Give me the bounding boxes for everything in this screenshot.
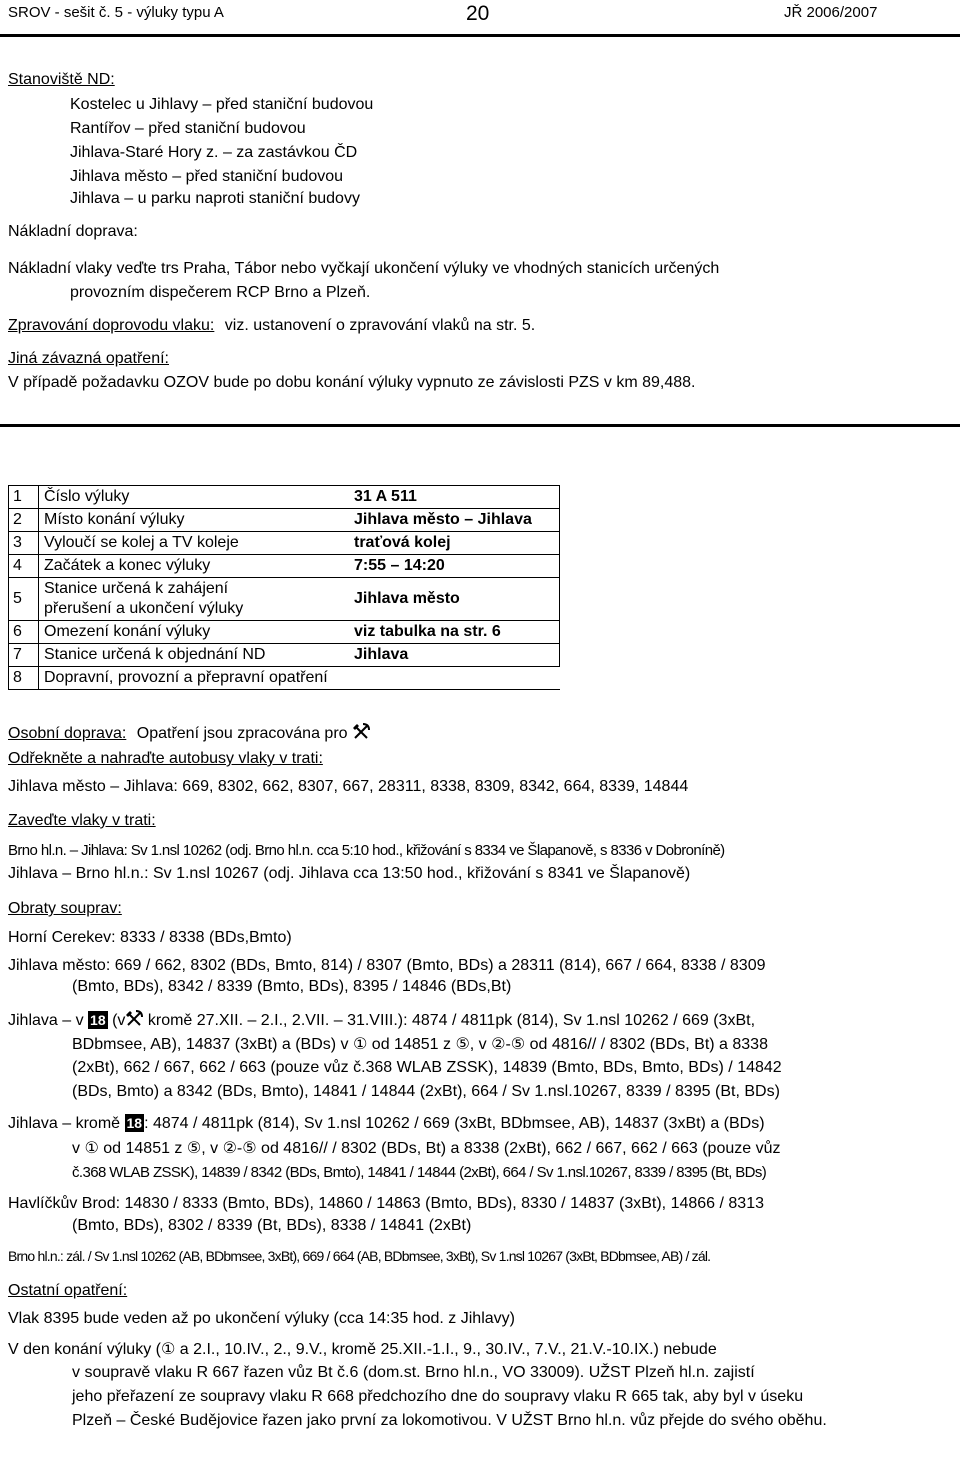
ostatni-line: v soupravě vlaku R 667 řazen vůz Bt č.6 (dom.st. Brno hl.n., VO 33009). UŽST Plzeň hl.n. zajistí xyxy=(72,1364,755,1381)
row-number: 4 xyxy=(9,555,39,578)
text-fragment: , v xyxy=(469,1036,487,1053)
text-fragment: Jihlava – kromě xyxy=(8,1115,121,1132)
header-left: SROV - sešit č. 5 - výluky typu A xyxy=(8,4,224,21)
obraty-line: Brno hl.n.: zál. / Sv 1.nsl 10262 (AB, BDbmsee, 3xBt), 669 / 664 (AB, BDbmsee, 3xBt), Sv 1.nsl 10267 (3xBt, BDbmsee, AB) / zál. xyxy=(8,1248,711,1264)
text-fragment: , v xyxy=(201,1140,219,1157)
osobni-text: Opatření jsou zpracována pro xyxy=(136,725,348,742)
row-value: Jihlava město xyxy=(349,578,560,621)
obraty-label: Obraty souprav: xyxy=(8,900,122,917)
circled-number: ① xyxy=(160,1339,176,1358)
page-header xyxy=(0,0,960,40)
row-label: Vyloučí se kolej a TV koleje xyxy=(39,532,350,555)
ostatni-line: Plzeň – České Budějovice řazen jako první za lokomotivou. V UŽST Brno hl.n. vůz přejde do svého oběhu. xyxy=(72,1412,827,1429)
circled-number: ⑤ xyxy=(242,1138,257,1157)
circled-number: ① xyxy=(353,1034,368,1053)
table-row xyxy=(9,621,560,644)
row-number: 5 xyxy=(9,578,39,621)
obraty-line: (BDs, Bmto) a 8342 (BDs, Bmto), 14841 / 14844 (2xBt), 664 / Sv 1.nsl.10267, 8339 / 8395 (Bt, BDs) xyxy=(72,1083,780,1100)
text-fragment: kromě 27.XII. – 2.I., 2.VII. – 31.VIII.): 4874 / 4811pk (814), Sv 1.nsl 10262 / 669 (3xBt, xyxy=(147,1012,756,1029)
table-row xyxy=(9,555,560,578)
table-row xyxy=(9,644,560,667)
row-label: Omezení konání výluky xyxy=(39,621,350,644)
circled-number: ② xyxy=(491,1034,506,1053)
obraty-line: Havlíčkův Brod: 14830 / 8333 (Bmto, BDs), 14860 / 14863 (Bmto, BDs), 8330 / 14837 (3xBt), 14866 / 8313 xyxy=(8,1195,764,1212)
row-number: 3 xyxy=(9,532,39,555)
row-number: 7 xyxy=(9,644,39,667)
obraty-line: BDbmsee, AB), 14837 (3xBt) a (BDs) v ① od 14851 z ⑤, v ②-⑤ od 4816// / 8302 (BDs, Bt) a 8338 xyxy=(72,1034,768,1053)
zpravovani-text: viz. ustanovení o zpravování vlaků na str. 5. xyxy=(224,317,536,334)
row-value: Jihlava xyxy=(349,644,560,667)
text-fragment: Jihlava – v xyxy=(8,1012,84,1029)
zavedte-label: Zaveďte vlaky v trati: xyxy=(8,812,156,829)
stanoviste-item: Jihlava-Staré Hory z. – za zastávkou ČD xyxy=(70,144,358,161)
text-fragment: od 4816// / 8302 (BDs, Bt) a 8338 xyxy=(529,1036,768,1053)
table-row xyxy=(9,486,560,509)
obraty-line: (Bmto, BDs), 8342 / 8339 (Bmto, BDs), 8395 / 14846 (BDs,Bt) xyxy=(72,978,512,995)
jina-label: Jiná závazná opatření: xyxy=(8,350,169,367)
circled-number: ① xyxy=(84,1138,99,1157)
zavedte-line: Jihlava – Brno hl.n.: Sv 1.nsl 10267 (odj. Jihlava cca 13:50 hod., křižování s 8341 ve Šlapanově) xyxy=(8,865,691,882)
zpravovani-label: Zpravování doprovodu vlaku: xyxy=(8,317,215,334)
obraty-line xyxy=(8,1114,765,1133)
day-badge: 18 xyxy=(126,1115,143,1131)
stanoviste-item: Rantířov – před staniční budovou xyxy=(70,120,306,137)
row-label xyxy=(39,578,350,621)
text-fragment: (v xyxy=(112,1012,126,1029)
pickaxe-hammer-icon xyxy=(352,723,370,741)
text-fragment: od 14851 z xyxy=(371,1036,451,1053)
row-number: 1 xyxy=(9,486,39,509)
stanoviste-item: Jihlava město – před staniční budovou xyxy=(70,168,344,185)
odreknete-label: Odřekněte a nahraďte autobusy vlaky v trati: xyxy=(8,750,323,767)
ostatni-line xyxy=(8,1339,717,1359)
zavedte-line: Brno hl.n. – Jihlava: Sv 1.nsl 10262 (odj. Brno hl.n. cca 5:10 hod., křižování s 8334 ve Šlapanově, s 8336 v Dobroníně) xyxy=(8,842,725,859)
text-fragment: V den konání výluky ( xyxy=(8,1341,161,1358)
ostatni-label: Ostatní opatření: xyxy=(8,1282,128,1299)
ostatni-line: Vlak 8395 bude veden až po ukončení výluky (cca 14:35 hod. z Jihlavy) xyxy=(8,1310,515,1327)
circled-number: ⑤ xyxy=(186,1138,202,1157)
nakladni-text: Nákladní vlaky veďte trs Praha, Tábor nebo vyčkají ukončení výluky ve vhodných stanicích určených xyxy=(8,260,720,277)
row-number: 2 xyxy=(9,509,39,532)
circled-number: ⑤ xyxy=(510,1034,526,1053)
table-row xyxy=(9,532,560,555)
jina-text: V případě požadavku OZOV bude po dobu konání výluky vypnuto ze závislosti PZS v km 89,488. xyxy=(8,374,696,391)
row-label: Číslo výluky xyxy=(39,486,350,509)
row-value: traťová kolej xyxy=(349,532,560,555)
text-fragment: BDbmsee, AB), 14837 (3xBt) a (BDs) v xyxy=(72,1036,349,1053)
circled-number: ② xyxy=(222,1138,237,1157)
row-value: viz tabulka na str. 6 xyxy=(349,621,560,644)
table-row xyxy=(9,667,560,690)
circled-number: ⑤ xyxy=(455,1034,470,1053)
obraty-line: Horní Cerekev: 8333 / 8338 (BDs,Bmto) xyxy=(8,929,292,946)
obraty-line: v ① od 14851 z ⑤, v ②-⑤ od 4816// / 8302 (BDs, Bt) a 8338 (2xBt), 662 / 667, 662 / 663 (pouze vůz xyxy=(72,1138,781,1157)
row-label-line: přerušení a ukončení výluky xyxy=(44,600,244,617)
text-fragment: od 14851 z xyxy=(103,1140,183,1157)
osobni-label: Osobní doprava: xyxy=(8,725,127,742)
table-row xyxy=(9,509,560,532)
pickaxe-hammer-icon xyxy=(125,1010,143,1028)
day-badge: 18 xyxy=(90,1012,106,1028)
odreknete-line: Jihlava město – Jihlava: 669, 8302, 662, 8307, 667, 28311, 8338, 8309, 8342, 664, 8339, 14844 xyxy=(8,778,689,795)
row-label: Dopravní, provozní a přepravní opatření xyxy=(39,667,560,690)
nakladni-text: provozním dispečerem RCP Brno a Plzeň. xyxy=(70,284,371,301)
text-fragment: v xyxy=(72,1140,80,1157)
vyluka-table xyxy=(8,485,560,690)
header-right: JŘ 2006/2007 xyxy=(784,4,878,21)
text-fragment: a 2.I., 10.IV., 2., 9.V., kromě 25.XII.-1.I., 9., 30.IV., 7.V., 21.V.-10.IX.) nebude xyxy=(179,1341,717,1358)
row-value: Jihlava město – Jihlava xyxy=(349,509,560,532)
header-rule xyxy=(0,34,960,37)
row-label-line: Stanice určená k zahájení xyxy=(44,580,229,597)
table-row xyxy=(9,578,560,621)
obraty-line: (Bmto, BDs), 8302 / 8339 (Bt, BDs), 8338 / 14841 (2xBt) xyxy=(72,1217,472,1234)
text-fragment: od 4816// / 8302 (BDs, Bt) a 8338 (2xBt), 662 / 667, 662 / 663 (pouze vůz xyxy=(261,1140,781,1157)
stanoviste-item: Jihlava – u parku naproti staniční budovy xyxy=(70,190,360,207)
row-label: Stanice určená k objednání ND xyxy=(39,644,350,667)
row-value: 7:55 – 14:20 xyxy=(349,555,560,578)
section-divider xyxy=(0,424,960,427)
obraty-line: Jihlava město: 669 / 662, 8302 (BDs, Bmto, 814) / 8307 (Bmto, BDs) a 28311 (814), 667 / 664, 8338 / 8309 xyxy=(8,957,766,974)
obraty-line: (2xBt), 662 / 667, 662 / 663 (pouze vůz č.368 WLAB ZSSK), 14839 (Bmto, BDs, Bmto, BDs) / 14842 xyxy=(72,1059,782,1076)
ostatni-line: jeho přeřazení ze soupravy vlaku R 668 předchozího dne do soupravy vlaku R 665 tak, aby byl v úseku xyxy=(72,1388,804,1405)
stanoviste-label: Stanoviště ND: xyxy=(8,71,115,88)
row-number: 6 xyxy=(9,621,39,644)
stanoviste-item: Kostelec u Jihlavy – před staniční budovou xyxy=(70,96,374,113)
text-fragment: : 4874 / 4811pk (814), Sv 1.nsl 10262 / 669 (3xBt, BDbmsee, AB), 14837 (3xBt) a (BDs) xyxy=(144,1115,765,1132)
row-label: Začátek a konec výluky xyxy=(39,555,350,578)
page-number: 20 xyxy=(466,2,490,25)
obraty-line xyxy=(8,1010,755,1030)
row-value: 31 A 511 xyxy=(349,486,560,509)
nakladni-label: Nákladní doprava: xyxy=(8,223,138,240)
obraty-line: č.368 WLAB ZSSK), 14839 / 8342 (BDs, Bmto), 14841 / 14844 (2xBt), 664 / Sv 1.nsl.10267, 8339 / 8395 (Bt, BDs) xyxy=(72,1164,767,1181)
row-number: 8 xyxy=(9,667,39,690)
row-label: Místo konání výluky xyxy=(39,509,350,532)
